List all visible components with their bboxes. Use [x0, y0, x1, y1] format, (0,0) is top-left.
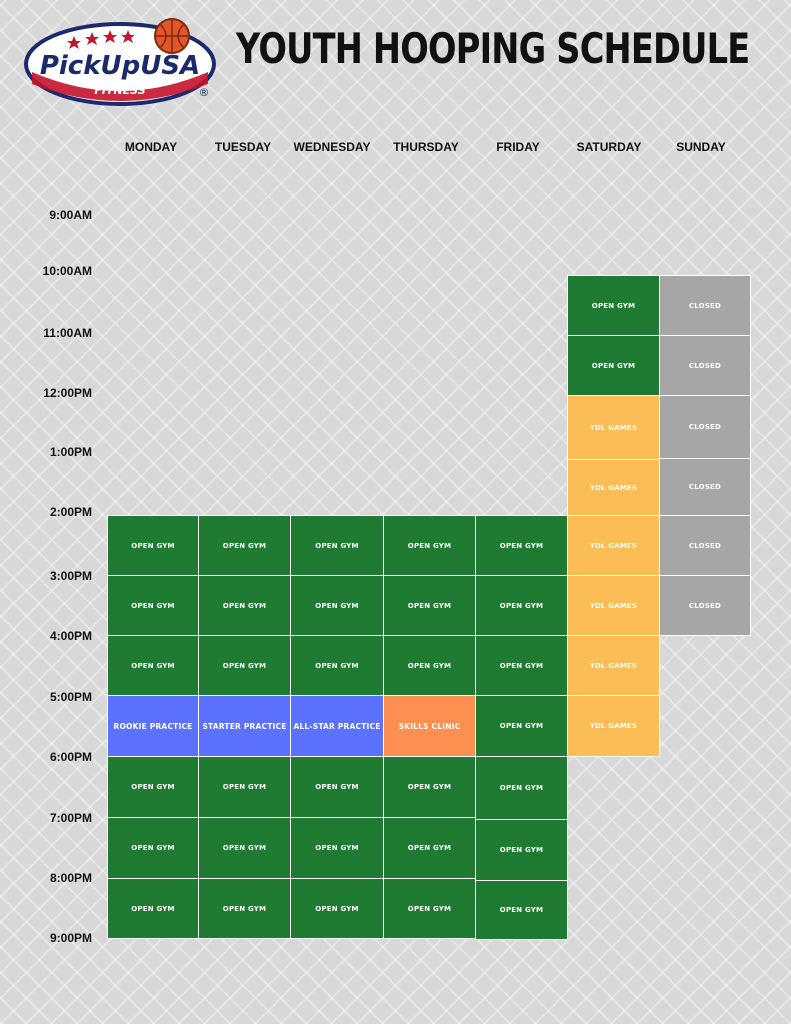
- schedule-cell-thursday: OPEN GYM: [383, 817, 476, 879]
- time-label: 12:00PM: [43, 386, 92, 400]
- basketball-icon: [155, 19, 189, 53]
- schedule-cell-sunday: CLOSED: [659, 395, 751, 459]
- schedule-cell-saturday: YDL GAMES: [567, 395, 660, 460]
- schedule-cell-thursday: SKILLS CLINIC: [383, 695, 476, 757]
- time-label: 5:00PM: [49, 690, 92, 704]
- schedule-cell-monday: OPEN GYM: [107, 817, 199, 879]
- day-header-saturday: SATURDAY: [576, 140, 642, 154]
- schedule-cell-monday: OPEN GYM: [107, 575, 199, 636]
- day-header-wednesday: WEDNESDAY: [293, 140, 371, 154]
- schedule-cell-wednesday: OPEN GYM: [290, 878, 384, 939]
- schedule-cell-thursday: OPEN GYM: [383, 515, 476, 576]
- schedule-cell-monday: OPEN GYM: [107, 878, 199, 939]
- time-label: 9:00AM: [49, 208, 92, 222]
- schedule-cell-saturday: OPEN GYM: [567, 335, 660, 396]
- schedule-cell-wednesday: OPEN GYM: [290, 817, 384, 879]
- schedule-cell-friday: OPEN GYM: [475, 756, 568, 820]
- time-label: 11:00AM: [43, 326, 92, 340]
- schedule-cell-wednesday: OPEN GYM: [290, 635, 384, 696]
- time-label: 6:00PM: [49, 750, 92, 764]
- day-header-friday: FRIDAY: [496, 140, 540, 154]
- registered-mark: ®: [198, 86, 210, 99]
- schedule-cell-tuesday: OPEN GYM: [198, 756, 291, 818]
- schedule-cell-friday: OPEN GYM: [475, 880, 568, 940]
- schedule-cell-tuesday: OPEN GYM: [198, 878, 291, 939]
- day-header-monday: MONDAY: [124, 140, 178, 154]
- time-label: 3:00PM: [49, 569, 92, 583]
- schedule-cell-saturday: YDL GAMES: [567, 459, 660, 516]
- schedule-cell-thursday: OPEN GYM: [383, 635, 476, 696]
- schedule-cell-tuesday: STARTER PRACTICE: [198, 695, 291, 757]
- logo-wordmark: PickUpUSA: [39, 51, 201, 81]
- schedule-cell-wednesday: OPEN GYM: [290, 756, 384, 818]
- time-label: 7:00PM: [49, 811, 92, 825]
- schedule-cell-thursday: OPEN GYM: [383, 575, 476, 636]
- schedule-cell-wednesday: OPEN GYM: [290, 515, 384, 576]
- schedule-cell-wednesday: OPEN GYM: [290, 575, 384, 636]
- schedule-cell-saturday: YDL GAMES: [567, 575, 660, 636]
- schedule-cell-saturday: YDL GAMES: [567, 635, 660, 696]
- schedule-cell-sunday: CLOSED: [659, 275, 751, 336]
- schedule-cell-monday: OPEN GYM: [107, 515, 199, 576]
- schedule-cell-monday: ROOKIE PRACTICE: [107, 695, 199, 757]
- day-header-sunday: SUNDAY: [676, 140, 726, 154]
- time-label: 2:00PM: [49, 505, 92, 519]
- schedule-cell-tuesday: OPEN GYM: [198, 817, 291, 879]
- day-header-tuesday: TUESDAY: [214, 140, 272, 154]
- schedule-cell-tuesday: OPEN GYM: [198, 575, 291, 636]
- time-label: 1:00PM: [49, 445, 92, 459]
- schedule-cell-sunday: CLOSED: [659, 335, 751, 396]
- schedule-cell-friday: OPEN GYM: [475, 819, 568, 881]
- schedule-cell-saturday: YDL GAMES: [567, 695, 660, 757]
- page-title: YOUTH HOOPING SCHEDULE: [236, 24, 750, 73]
- schedule-cell-friday: OPEN GYM: [475, 575, 568, 636]
- schedule-cell-sunday: CLOSED: [659, 515, 751, 576]
- pickupusa-fitness-logo: [22, 14, 218, 106]
- schedule-cell-friday: OPEN GYM: [475, 695, 568, 757]
- time-label: 9:00PM: [49, 931, 92, 945]
- schedule-cell-monday: OPEN GYM: [107, 756, 199, 818]
- time-label: 4:00PM: [49, 629, 92, 643]
- time-label: 10:00AM: [42, 264, 92, 278]
- schedule-cell-monday: OPEN GYM: [107, 635, 199, 696]
- schedule-cell-thursday: OPEN GYM: [383, 756, 476, 818]
- schedule-cell-tuesday: OPEN GYM: [198, 515, 291, 576]
- schedule-cell-saturday: YDL GAMES: [567, 515, 660, 576]
- schedule-cell-friday: OPEN GYM: [475, 515, 568, 576]
- schedule-cell-wednesday: ALL-STAR PRACTICE: [290, 695, 384, 757]
- logo-subtitle: FITNESS: [94, 84, 146, 97]
- schedule-cell-friday: OPEN GYM: [475, 635, 568, 696]
- schedule-cell-tuesday: OPEN GYM: [198, 635, 291, 696]
- schedule-cell-sunday: CLOSED: [659, 458, 751, 516]
- schedule-cell-saturday: OPEN GYM: [567, 275, 660, 336]
- schedule-cell-thursday: OPEN GYM: [383, 878, 476, 939]
- day-header-thursday: THURSDAY: [393, 140, 459, 154]
- schedule-cell-sunday: CLOSED: [659, 575, 751, 636]
- time-label: 8:00PM: [49, 871, 92, 885]
